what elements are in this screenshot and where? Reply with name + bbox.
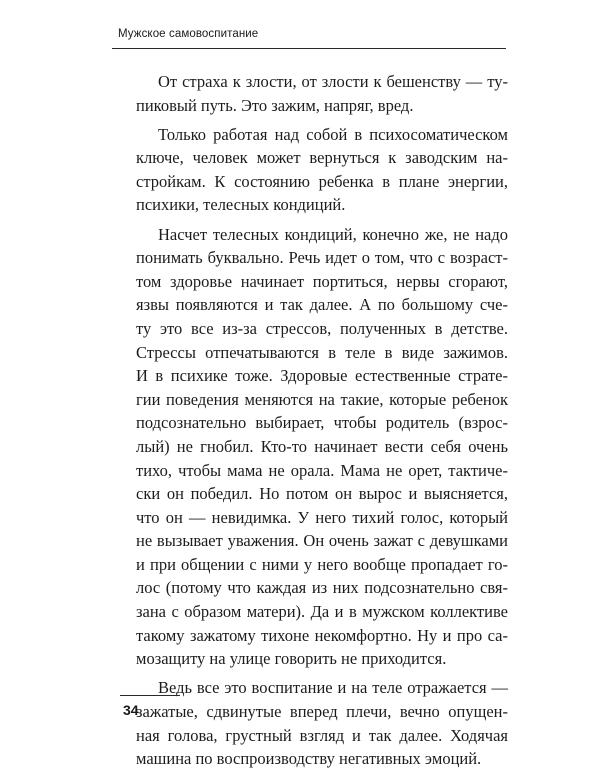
text-line: пиковый путь. Это зажим, напряг, вред. [136,95,414,115]
text-line: лый) не гнобил. Кто-то начинает вести себя очень [136,436,508,456]
text-line: такому зажатому тихоне некомфортно. Ну и про са- [136,625,508,645]
text-line: понимать буквально. Речь идет о том, что с возраст- [136,248,508,268]
paragraph [136,676,508,770]
text-line: стройкам. К состоянию ребенка в плане энергии, [136,171,508,191]
text-line: Ведь все это воспитание и на теле отражается — [158,678,508,698]
text-line: ту это все из-за стрессов, полученных в детстве. [136,318,508,338]
text-line: И в психике тоже. Здоровые естественные страте- [136,366,508,386]
text-line: не вызывает уважения. Он очень зажат с девушками [136,531,508,551]
paragraph [136,223,508,671]
text-line: тихо, чтобы мама не орала. Мама не орет, тактиче- [136,460,508,480]
text-line: машина по воспроизводству негативных эмоций. [136,749,482,769]
text-line: зажатые, сдвинутые вперед плечи, вечно опущен- [136,701,508,721]
text-line: мозащиту на улице говорить не приходится. [136,649,447,669]
text-line: Стрессы отпечатываются в теле в виде зажимов. [136,342,508,362]
text-line: и при общении с ними у него вообще пропадает го- [136,554,508,574]
running-header: Мужское самовоспитание [118,28,259,40]
body-text [136,70,508,776]
text-line: психики, телесных кондиций. [136,195,346,215]
text-line: Насчет телесных кондиций, конечно же, не надо [158,224,508,244]
header-rule [112,48,506,49]
page-number: 34 [123,702,139,718]
footer-rule [120,695,180,696]
paragraph [136,70,508,117]
text-line: ная голова, грустный взгляд и так далее. Ходячая [136,725,508,745]
text-line: ски он победил. Но потом он вырос и выясняется, [136,484,508,504]
text-line: что он — невидимка. У него тихий голос, который [136,507,508,527]
text-line: От страха к злости, от злости к бешенству — ту- [158,72,508,91]
text-line: ключе, человек может вернуться к заводским на- [136,148,508,168]
paragraph [136,123,508,217]
text-line: гии поведения меняются на такие, которые ребенок [136,389,508,409]
text-line: лос (потому что каждая из них подсознательно свя- [136,578,508,598]
text-line: Только работая над собой в психосоматическом [158,124,508,144]
text-line: зана с образом матери). Да и в мужском коллективе [136,602,508,622]
text-line: язвы появляются и так далее. А по большому сче- [136,295,508,315]
text-line: подсознательно выбирает, чтобы родитель (взрос- [136,413,508,433]
text-line: том здоровье начинает портиться, нервы сгорают, [136,271,508,291]
